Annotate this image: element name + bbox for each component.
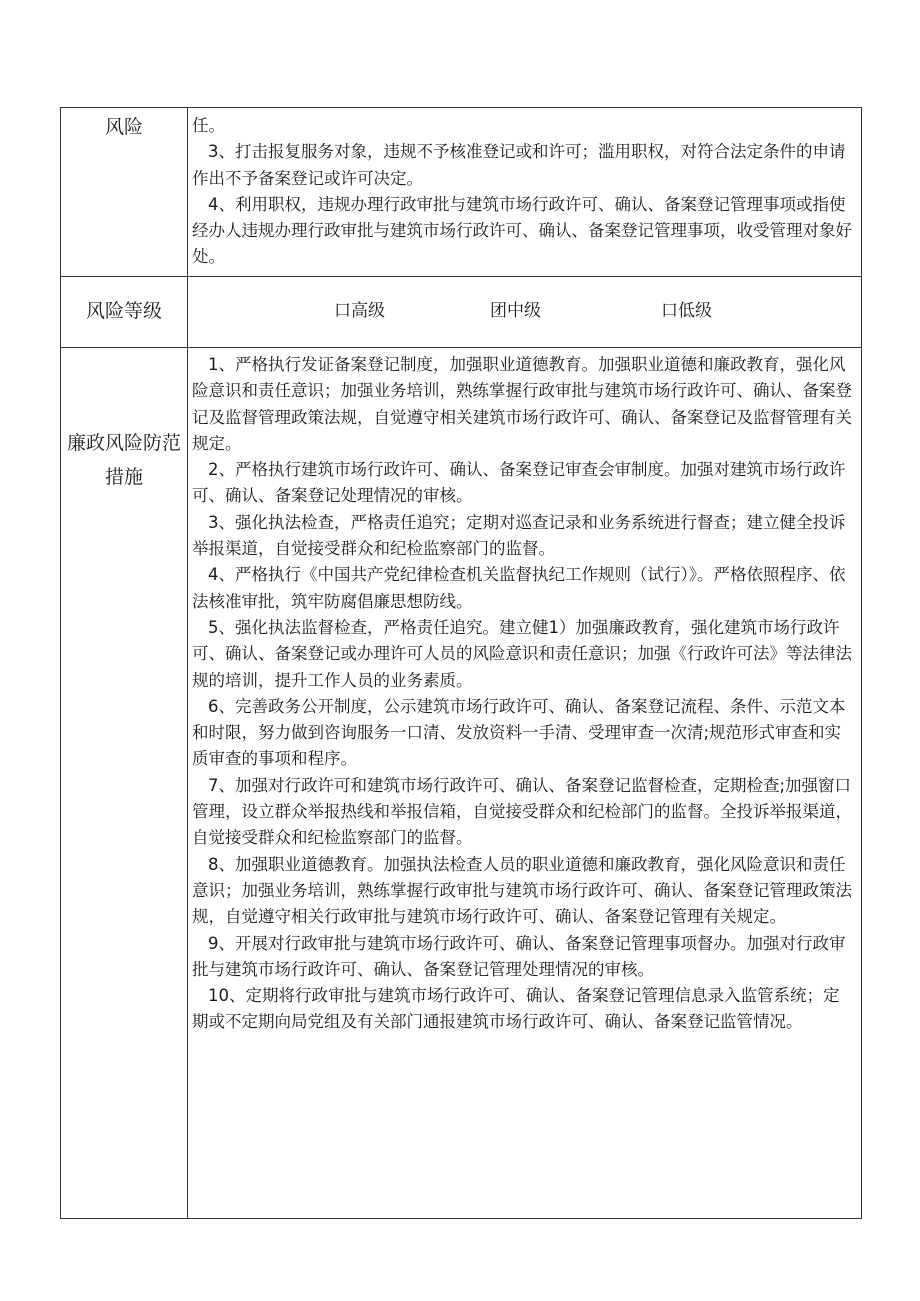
risk-text-line: 3、打击报复服务对象，违规不予核准登记或和许可；滥用职权，对符合法定条件的申请作出不予备案登记或许可决定。 xyxy=(192,142,846,188)
risk-content-cell xyxy=(188,108,862,277)
measure-item: 2、严格执行建筑市场行政许可、确认、备案登记审查会审制度。加强对建筑市场行政许可、确认、备案登记处理情况的审核。 xyxy=(192,460,846,506)
measure-item: 10、定期将行政审批与建筑市场行政许可、确认、备案登记管理信息录入监管系统；定期或不定期向局党组及有关部门通报建筑市场行政许可、确认、备案登记监管情况。 xyxy=(192,986,840,1032)
measure-item: 6、完善政务公开制度，公示建筑市场行政许可、确认、备案登记流程、条件、示范文本和时限，努力做到咨询服务一口清、发放资料一手清、受理审查一次清;规范形式审查和实质审查的事项和程序。 xyxy=(192,696,846,769)
measure-item: 3、强化执法检查，严格责任追究；定期对巡查记录和业务系统进行督查；建立健全投诉举报渠道，自觉接受群众和纪检监察部门的监督。 xyxy=(192,512,846,559)
measure-item: 4、严格执行《中国共产党纪律检查机关监督执纪工作规则（试行）》。严格依照程序、依法核准审批，筑牢防腐倡廉思想防线。 xyxy=(192,565,846,611)
risk-level-label-cell xyxy=(61,277,188,348)
risk-text-line: 任。 xyxy=(192,116,225,135)
measure-item: 9、开展对行政审批与建筑市场行政许可、确认、备案登记管理事项督办。加强对行政审批与建筑市场行政许可、确认、备案登记管理处理情况的审核。 xyxy=(192,933,846,979)
risk-text-line: 4、利用职权，违规办理行政审批与建筑市场行政许可、确认、备案登记管理事项或指使经办人违规办理行政审批与建筑市场行政许可、确认、备案登记管理事项，收受管理对象好处。 xyxy=(192,194,852,267)
measures-label-cell xyxy=(61,348,188,1219)
measure-item: 5、强化执法监督检查，严格责任追究。建立健1）加强廉政教育，强化建筑市场行政许可、确认、备案登记或办理许可人员的风险意识和责任意识；加强《行政许可法》等法律法规的培训，提升工作人员的业务素质。 xyxy=(192,617,852,690)
measure-item: 1、严格执行发证备案登记制度，加强职业道德教育。加强职业道德和廉政教育，强化风险意识和责任意识；加强业务培训，熟练掌握行政审批与建筑市场行政许可、确认、备案登记及监督管理政策法规，自觉遵守相关建筑市场行政许可、确认、备案登记及监督管理有关规定。 xyxy=(192,355,852,453)
risk-level-row xyxy=(61,277,862,348)
risk-table xyxy=(60,107,862,1219)
risk-label-cell xyxy=(61,108,188,277)
risk-level-options-cell xyxy=(188,277,862,348)
measures-row xyxy=(61,348,862,1219)
risk-level-low-option: 口低级 xyxy=(661,301,712,321)
measure-item: 7、加强对行政许可和建筑市场行政许可、确认、备案登记监督检查，定期检查;加强窗口管理，设立群众举报热线和举报信箱，自觉接受群众和纪检部门的监督。全投诉举报渠道，自觉接受群众和纪检监察部门的监督。 xyxy=(192,775,852,848)
risk-level-high-option: 口高级 xyxy=(334,301,385,321)
measures-label: 廉政风险防范措施 xyxy=(67,432,182,488)
measure-item: 8、加强职业道德教育。加强执法检查人员的职业道德和廉政教育，强化风险意识和责任意识；加强业务培训，熟练掌握行政审批与建筑市场行政许可、确认、备案登记管理政策法规，自觉遵守相关行政审批与建筑市场行政许可、确认、备案登记管理有关规定。 xyxy=(192,854,852,927)
risk-label: 风险 xyxy=(104,116,143,138)
risk-row xyxy=(61,108,862,277)
measures-content-cell xyxy=(188,348,862,1219)
risk-level-medium-option: 团中级 xyxy=(490,301,541,321)
risk-level-label: 风险等级 xyxy=(85,300,162,322)
